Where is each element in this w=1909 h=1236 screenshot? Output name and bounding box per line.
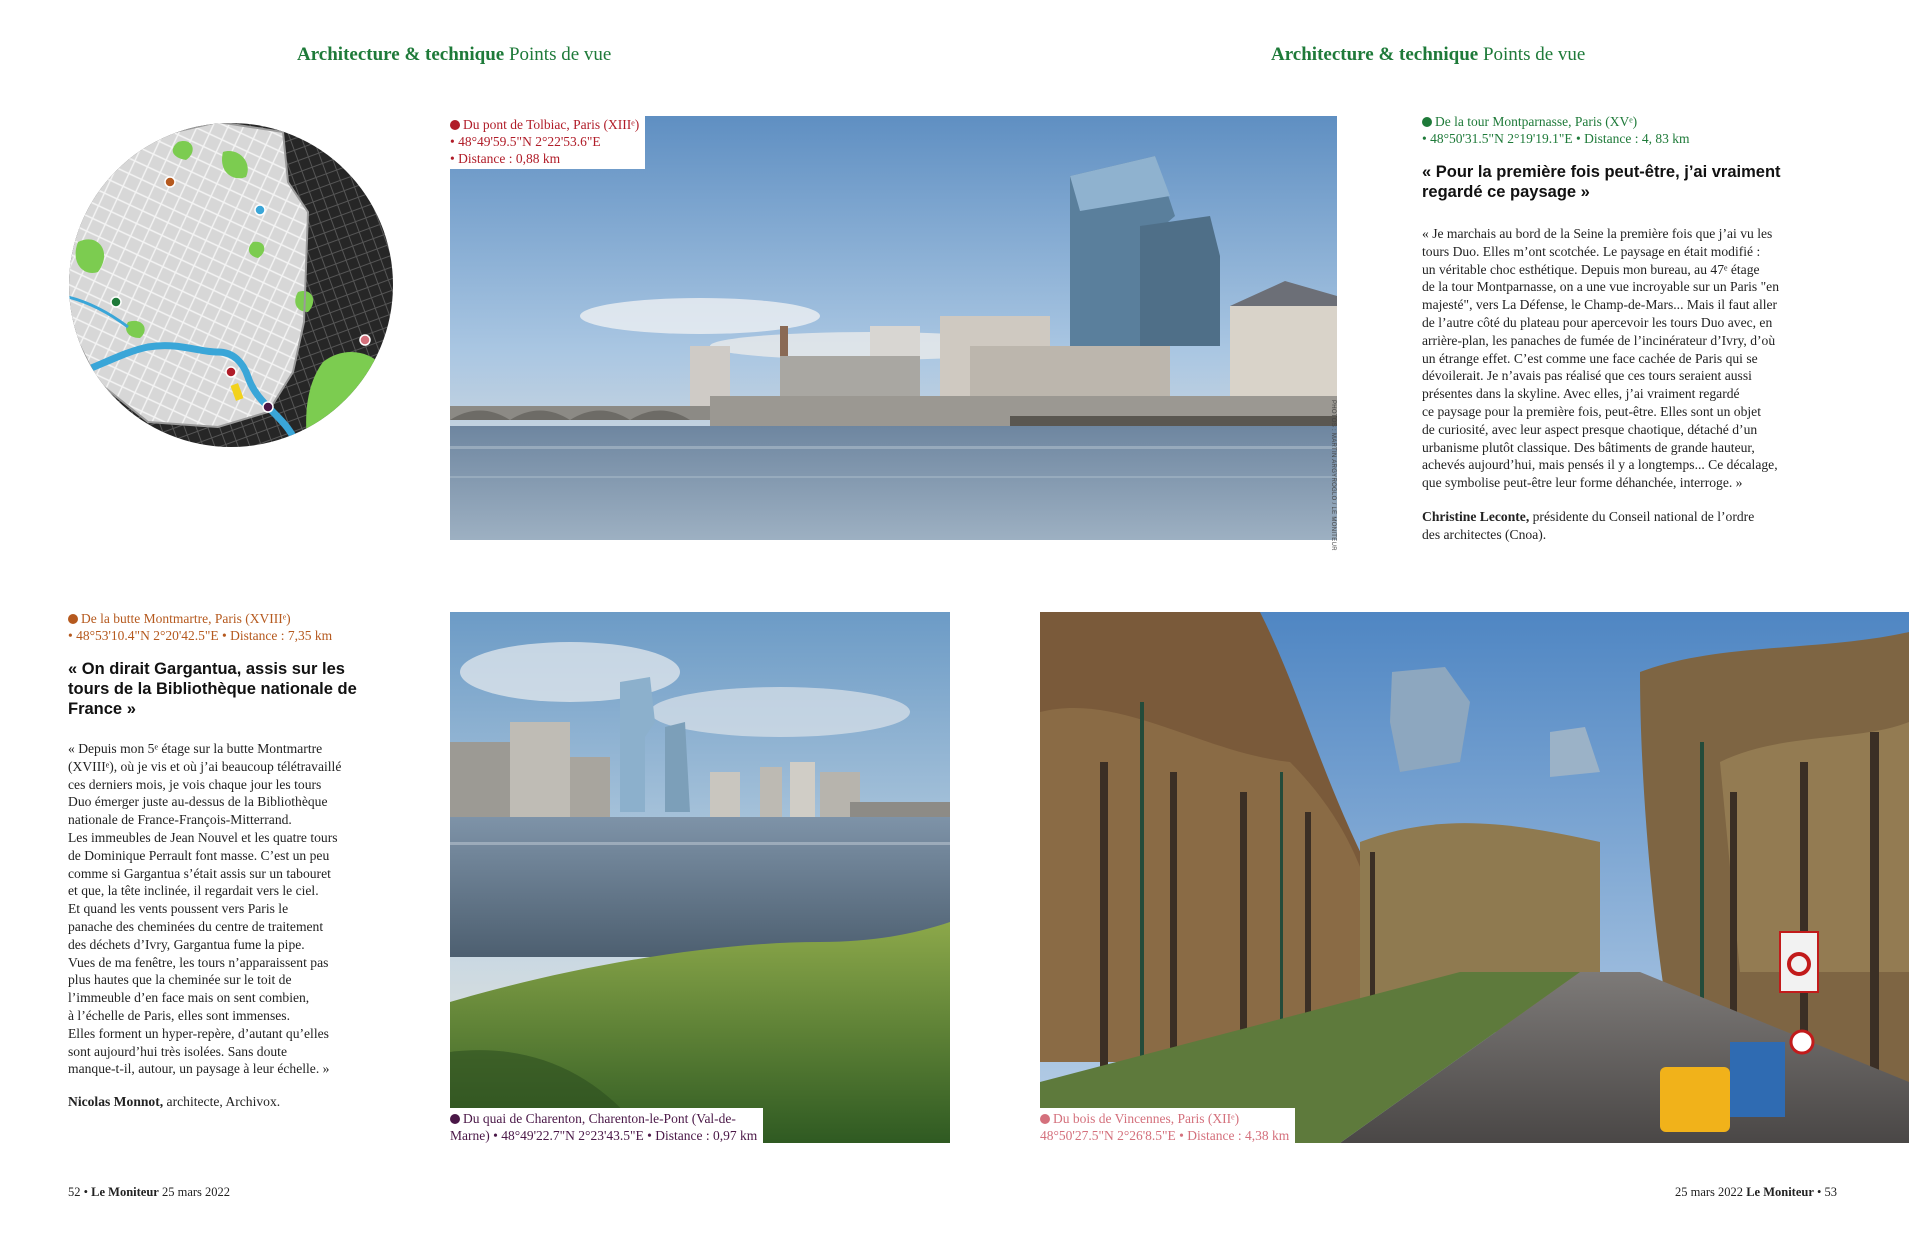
photo-charenton	[450, 612, 950, 1143]
body-line: à l’échelle de Paris, elles sont immenses.	[68, 1007, 290, 1023]
section-name: Architecture & technique	[297, 44, 505, 65]
folio-right: 25 mars 2022 Le Moniteur • 53	[1675, 1185, 1838, 1199]
section-rubric: Points de vue	[508, 44, 612, 65]
photo-tolbiac	[450, 116, 1337, 540]
running-head-left	[297, 44, 611, 66]
issue-date: 25 mars 2022	[1675, 1185, 1744, 1199]
quote-montmartre: « On dirait Gargantua, assis sur les tours de la Bibliothèque nationale de France »	[68, 660, 357, 718]
body-line: l’immeuble d’en face mais on sent combien,	[68, 990, 310, 1006]
caption-place: Du pont de Tolbiac, Paris (XIIIᵉ)	[463, 117, 640, 132]
body-line: Duo émerger juste au-dessus de la Bibliothèque	[68, 794, 328, 810]
body-montmartre	[68, 740, 398, 1078]
body-line: Elles forment un hyper-repère, d’autant qu’elles	[68, 1025, 329, 1041]
body-line: achevés aujourd’hui, mais pensés il y a longtemps... Ce décalage,	[1422, 457, 1778, 473]
meta-place: De la butte Montmartre, Paris (XVIIIᵉ)	[81, 611, 291, 626]
caption-distance: • Distance : 0,88 km	[450, 151, 561, 166]
photo-vincennes	[1040, 612, 1909, 1143]
meta-coordinates: • 48°50'31.5"N 2°19'19.1"E • Distance : 4, 83 km	[1422, 131, 1690, 146]
body-line: ce paysage pour la première fois, peut-être. Elles sont un objet	[1422, 403, 1761, 419]
section-rubric: Points de vue	[1482, 44, 1586, 65]
body-line: Et quand les vents poussent vers Paris le	[68, 901, 289, 917]
body-line: comme si Gargantua s’était assis sur un tabouret	[68, 865, 331, 881]
location-dot-icon	[68, 614, 78, 624]
location-dot-icon	[1422, 117, 1432, 127]
caption-line	[450, 116, 639, 133]
signature-role: présidente du Conseil national de l’ordre	[1529, 509, 1755, 524]
body-line: sont aujourd’hui très isolées. Sans doute	[68, 1043, 287, 1059]
page-number: 52	[68, 1185, 81, 1199]
body-line: plus hautes que la cheminée sur le toit de	[68, 972, 292, 988]
signature-name: Christine Leconte,	[1422, 509, 1530, 524]
caption-coordinates: 48°50'27.5"N 2°26'8.5"E • Distance : 4,38 km	[1040, 1128, 1290, 1143]
signature-role: des architectes (Cnoa).	[1422, 526, 1547, 542]
body-line: « Depuis mon 5ᵉ étage sur la butte Montmartre	[68, 741, 323, 756]
section-name: Architecture & technique	[1271, 44, 1479, 65]
body-line: de l’autre côté du plateau pour apercevoir les tours Duo avec, en	[1422, 314, 1773, 330]
body-montparnasse	[1422, 225, 1842, 492]
body-line: un étrange effet. C’est comme une face cachée de Paris qui se	[1422, 350, 1758, 366]
meta-montmartre	[68, 610, 332, 644]
photo-credit: PHOTOS : MARTIN ARGYROGLO / LE MONITEUR	[1330, 400, 1336, 551]
quote-montparnasse: « Pour la première fois peut-être, j’ai vraiment regardé ce paysage »	[1422, 163, 1781, 201]
meta-place: De la tour Montparnasse, Paris (XVᵉ)	[1435, 114, 1638, 129]
body-line: Vues de ma fenêtre, les tours n’apparaissent pas	[68, 954, 329, 970]
caption-tolbiac	[448, 114, 645, 169]
signature-montparnasse	[1422, 508, 1842, 544]
body-line: Les immeubles de Jean Nouvel et les quatre tours	[68, 829, 338, 845]
body-line: un véritable choc esthétique. Depuis mon bureau, au 47ᵉ étage	[1422, 261, 1760, 277]
body-line: et que, la tête inclinée, il regardait vers le ciel.	[68, 883, 319, 899]
caption-coordinates: • 48°49'59.5"N 2°22'53.6"E	[450, 134, 601, 149]
body-line: de la tour Montparnasse, on a une vue incroyable sur un Paris "en	[1422, 279, 1780, 295]
body-line: des déchets d’Ivry, Gargantua fume la pipe.	[68, 936, 305, 952]
body-line: nationale de France-François-Mitterrand.	[68, 812, 292, 828]
paris-map	[68, 122, 394, 448]
signature-name: Nicolas Monnot,	[68, 1094, 164, 1109]
caption-place: Du bois de Vincennes, Paris (XIIᵉ)	[1053, 1111, 1240, 1126]
body-line: dévoilerait. Je n’avais pas réalisé que ces tours seraient aussi	[1422, 368, 1752, 384]
magazine-name: Le Moniteur	[1746, 1185, 1814, 1199]
caption-place: Du quai de Charenton, Charenton-le-Pont (Val-de-	[463, 1111, 736, 1126]
location-dot-icon	[450, 120, 460, 130]
body-line: tours Duo. Elles m’ont scotchée. Le paysage en était modifié :	[1422, 243, 1761, 259]
meta-montparnasse	[1422, 113, 1690, 147]
magazine-name: Le Moniteur	[91, 1185, 159, 1199]
caption-vincennes	[1038, 1108, 1295, 1146]
caption-coordinates: Marne) • 48°49'22.7"N 2°23'43.5"E • Distance : 0,97 km	[450, 1128, 758, 1143]
body-line: de curiosité, avec leur aspect presque chaotique, détaché d’un	[1422, 421, 1758, 437]
meta-coordinates: • 48°53'10.4"N 2°20'42.5"E • Distance : 7,35 km	[68, 628, 333, 643]
folio-left: 52 • Le Moniteur 25 mars 2022	[68, 1185, 231, 1199]
body-line: arrière-plan, les panaches de fumée de l’incinérateur d’Ivry, d’où	[1422, 332, 1776, 348]
body-line: « Je marchais au bord de la Seine la première fois que j’ai vu les	[1422, 226, 1773, 241]
body-line: urbanisme plutôt classique. Des bâtiments de grande hauteur,	[1422, 439, 1755, 455]
issue-date: 25 mars 2022	[161, 1185, 231, 1199]
body-line: majesté", vers La Défense, le Champ-de-Mars... Mais il faut aller	[1422, 297, 1778, 313]
signature-montmartre	[68, 1093, 398, 1111]
body-line: manque-t-il, autour, un paysage à leur échelle. »	[68, 1061, 330, 1077]
body-line: de Dominique Perrault font masse. C’est un peu	[68, 847, 330, 863]
location-dot-icon	[1040, 1114, 1050, 1124]
caption-charenton	[448, 1108, 763, 1146]
body-line: ces derniers mois, je vois chaque jour les tours	[68, 776, 322, 792]
running-head-right	[1271, 44, 1585, 66]
signature-role: architecte, Archivox.	[163, 1094, 281, 1109]
body-line: que symbolise peut-être leur forme déhanchée, interroge. »	[1422, 475, 1743, 491]
location-dot-icon	[450, 1114, 460, 1124]
body-line: panache des cheminées du centre de traitement	[68, 918, 324, 934]
page-number: 53	[1824, 1185, 1838, 1199]
body-line: (XVIIIᵉ), où je vis et où j’ai beaucoup télétravaillé	[68, 758, 342, 774]
body-line: présentes dans la skyline. Avec elles, j’ai vraiment regardé	[1422, 386, 1740, 402]
